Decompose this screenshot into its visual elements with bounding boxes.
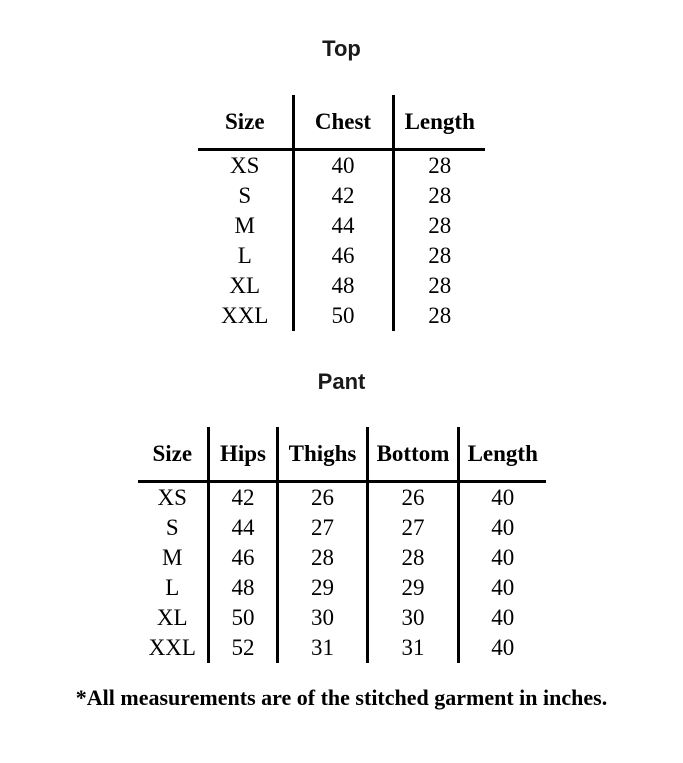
table-row	[138, 633, 546, 663]
column-header-hips: Hips	[209, 427, 278, 482]
table-cell: 40	[459, 513, 546, 543]
table-cell: 40	[459, 633, 546, 663]
table-cell: 42	[209, 482, 278, 514]
table-cell: L	[165, 575, 180, 600]
pant-table-head	[138, 427, 546, 482]
table-cell: 30	[368, 603, 459, 633]
table-cell: 44	[209, 513, 278, 543]
table-row	[198, 241, 485, 271]
table-row	[198, 271, 485, 301]
top-size-table	[198, 95, 485, 331]
table-cell: 46	[209, 543, 278, 573]
table-cell: XXL	[221, 303, 269, 328]
table-cell: XL	[156, 605, 188, 630]
table-cell: 48	[209, 573, 278, 603]
table-row	[138, 513, 546, 543]
table-cell: M	[234, 213, 255, 238]
table-cell: S	[165, 515, 179, 540]
table-cell: 48	[293, 271, 393, 301]
table-cell: 29	[368, 573, 459, 603]
table-cell: 28	[393, 241, 485, 271]
top-table-head	[198, 95, 485, 150]
table-cell: 26	[278, 482, 368, 514]
column-header-thighs: Thighs	[278, 427, 368, 482]
table-cell: 28	[393, 211, 485, 241]
table-cell: 31	[368, 633, 459, 663]
table-cell: 40	[459, 482, 546, 514]
column-header-size: Size	[138, 427, 209, 482]
pant-size-section	[0, 331, 683, 663]
table-row	[138, 482, 546, 514]
table-cell: L	[237, 243, 252, 268]
table-cell: XL	[229, 273, 261, 298]
pant-table-body	[138, 482, 546, 664]
table-cell: 31	[278, 633, 368, 663]
table-cell: 28	[393, 181, 485, 211]
table-cell: 28	[393, 271, 485, 301]
table-cell: 40	[459, 573, 546, 603]
table-cell: 40	[293, 150, 393, 182]
table-cell: 28	[393, 301, 485, 331]
table-row	[198, 211, 485, 241]
table-cell: 28	[368, 543, 459, 573]
table-cell: 46	[293, 241, 393, 271]
table-cell: XS	[157, 485, 187, 510]
table-row	[138, 573, 546, 603]
table-row	[138, 543, 546, 573]
pant-table-title: Pant	[317, 369, 366, 394]
header-row	[138, 427, 546, 482]
table-cell: 28	[393, 150, 485, 182]
table-cell: 50	[209, 603, 278, 633]
column-header-length: Length	[459, 427, 546, 482]
table-row	[198, 181, 485, 211]
header-row	[198, 95, 485, 150]
table-cell: 42	[293, 181, 393, 211]
top-table-body	[198, 150, 485, 332]
table-cell: 52	[209, 633, 278, 663]
table-cell: 27	[278, 513, 368, 543]
table-cell: XXL	[148, 635, 196, 660]
top-table-title: Top	[322, 36, 361, 61]
table-row	[198, 150, 485, 182]
column-header-bottom: Bottom	[368, 427, 459, 482]
measurement-footnote: *All measurements are of the stitched garment in inches.	[75, 685, 608, 710]
table-cell: 40	[459, 603, 546, 633]
column-header-size: Size	[198, 95, 293, 150]
column-header-chest: Chest	[293, 95, 393, 150]
table-cell: M	[162, 545, 183, 570]
table-cell: 50	[293, 301, 393, 331]
table-cell: 44	[293, 211, 393, 241]
table-cell: 30	[278, 603, 368, 633]
table-cell: 27	[368, 513, 459, 543]
top-size-section	[0, 0, 683, 331]
table-cell: 28	[278, 543, 368, 573]
table-cell: XS	[230, 153, 260, 178]
table-cell: S	[238, 183, 252, 208]
table-cell: 40	[459, 543, 546, 573]
table-cell: 26	[368, 482, 459, 514]
table-row	[138, 603, 546, 633]
pant-size-table	[138, 427, 546, 663]
table-row	[198, 301, 485, 331]
table-cell: 29	[278, 573, 368, 603]
column-header-length: Length	[393, 95, 485, 150]
